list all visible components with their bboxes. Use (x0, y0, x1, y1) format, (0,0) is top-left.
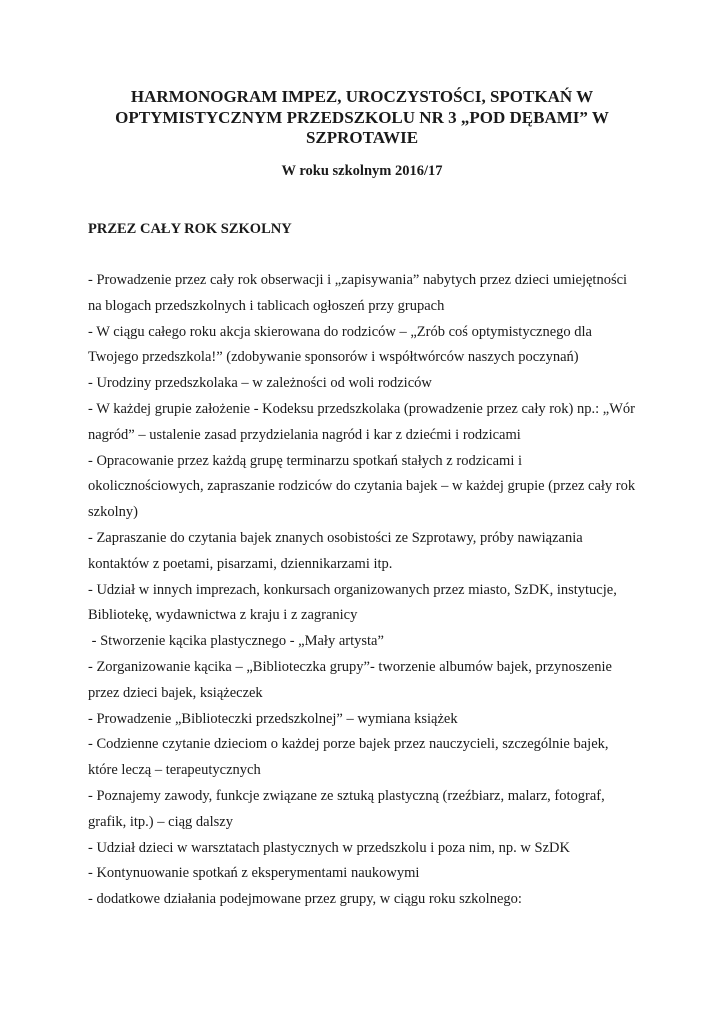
text-line: - Udział w innych imprezach, konkursach organizowanych przez miasto, SzDK, instytucje, (88, 581, 617, 598)
text-line: - Prowadzenie przez cały rok obserwacji i „zapisywania” nabytych przez dzieci umiejętności (88, 272, 628, 288)
text-line: - W ciągu całego roku akcja skierowana do rodziców – „Zrób coś optymistycznego dla (88, 323, 592, 340)
text-line: - W każdej grupie założenie - Kodeksu przedszkolaka (prowadzenie przez cały rok) np.: „Wór (88, 400, 635, 417)
text-line: na blogach przedszkolnych i tablicach ogłoszeń przy grupach (88, 297, 445, 314)
text-line: - Codzienne czytanie dzieciom o każdej porze bajek przez nauczycieli, szczególnie bajek, (88, 736, 609, 753)
text-line: - dodatkowe działania podejmowane przez grupy, w ciągu roku szkolnego: (88, 891, 522, 908)
document-title (80, 87, 644, 149)
text-line: grafik, itp.) – ciąg dalszy (88, 813, 233, 830)
school-year-subtitle: W roku szkolnym 2016/17 (281, 163, 443, 179)
text-line: przez dzieci bajek, książeczek (88, 684, 263, 701)
text-line: - Urodziny przedszkolaka – w zależności od woli rodziców (88, 375, 432, 392)
title-line: HARMONOGRAM IMPEZ, UROCZYSTOŚCI, SPOTKAŃ W (130, 87, 594, 106)
text-line: okolicznościowych, zapraszanie rodziców do czytania bajek – w każdej grupie (przez cały rok (88, 478, 636, 495)
section-heading: PRZEZ CAŁY ROK SZKOLNY (88, 221, 292, 237)
text-line: szkolny) (88, 504, 138, 521)
text-line: - Stworzenie kącika plastycznego - „Mały artysta” (88, 633, 384, 650)
text-line: nagród” – ustalenie zasad przydzielania nagród i kar z dziećmi i rodzicami (88, 426, 521, 443)
title-line: OPTYMISTYCZNYM PRZEDSZKOLU NR 3 „POD DĘBAMI” W (115, 107, 609, 127)
text-line: - Opracowanie przez każdą grupę terminarzu spotkań stałych z rodzicami i (88, 452, 522, 469)
text-line: kontaktów z poetami, pisarzami, dziennikarzami itp. (88, 555, 393, 572)
text-line: - Zapraszanie do czytania bajek znanych osobistości ze Szprotawy, próby nawiązania (88, 529, 583, 546)
text-line: Twojego przedszkola!” (zdobywanie sponsorów i współtwórców naszych poczynań) (88, 349, 579, 366)
text-line: - Poznajemy zawody, funkcje związane ze sztuką plastyczną (rzeźbiarz, malarz, fotograf, (88, 787, 605, 804)
text-line: Bibliotekę, wydawnictwa z kraju i z zagranicy (88, 607, 358, 624)
text-line: - Kontynuowanie spotkań z eksperymentami naukowymi (88, 865, 420, 882)
text-line: - Udział dzieci w warsztatach plastycznych w przedszkolu i poza nim, np. w SzDK (88, 839, 570, 856)
activity-list (88, 268, 648, 913)
text-line: które leczą – terapeutycznych (88, 762, 261, 779)
text-line: - Prowadzenie „Biblioteczki przedszkolnej” – wymiana książek (88, 710, 458, 727)
title-line: SZPROTAWIE (305, 128, 419, 147)
text-line: - Zorganizowanie kącika – „Biblioteczka grupy”- tworzenie albumów bajek, przynoszenie (88, 658, 612, 675)
